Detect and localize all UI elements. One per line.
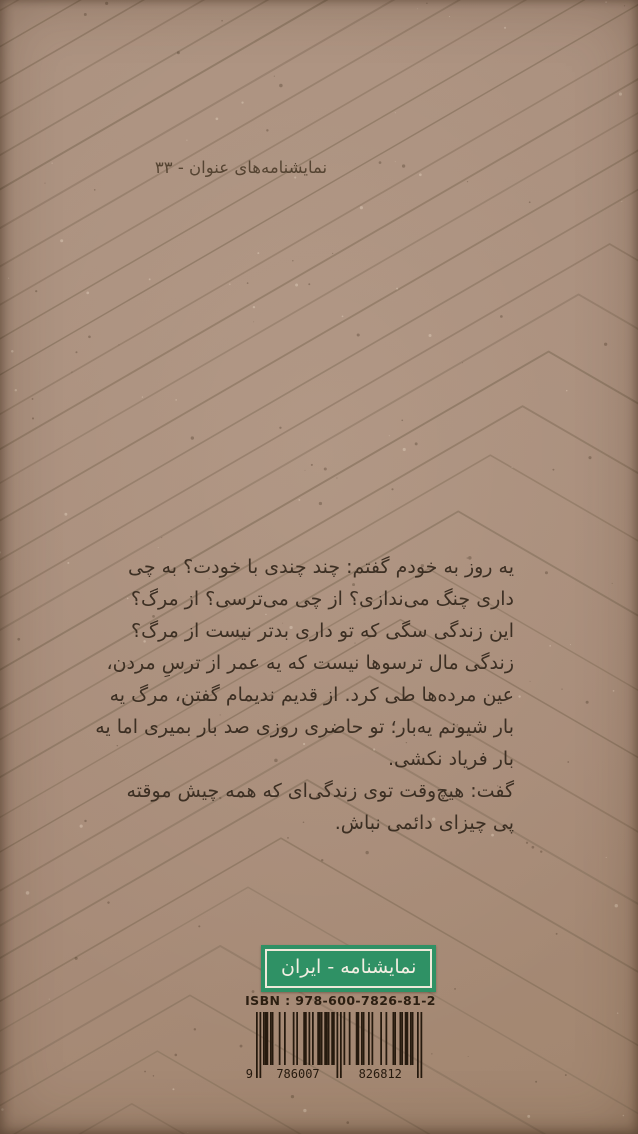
back-cover-blurb (95, 551, 514, 839)
paper-speckle (60, 239, 63, 242)
barcode-bar (293, 1012, 295, 1065)
paper-speckle (527, 1115, 530, 1118)
paper-speckle (357, 333, 360, 336)
paper-speckle (621, 201, 622, 202)
paper-speckle (449, 16, 450, 17)
paper-speckle (64, 513, 67, 516)
barcode-bar (331, 1012, 333, 1065)
barcode-bar (405, 1012, 407, 1065)
paper-speckle (1, 1108, 4, 1111)
paper-speckle (567, 761, 569, 763)
paper-speckle (15, 389, 17, 391)
paper-speckle (500, 315, 503, 318)
barcode-bar (267, 1012, 269, 1065)
paper-speckle (221, 20, 223, 22)
barcode-bar (296, 1012, 298, 1065)
paper-speckle (194, 1028, 196, 1030)
barcode-bar (333, 1012, 335, 1065)
barcode-bar (328, 1012, 330, 1065)
paper-speckle (365, 851, 368, 854)
paper-speckle (379, 161, 382, 164)
barcode-bar (260, 1012, 262, 1078)
paper-speckle (80, 825, 83, 828)
barcode-bar (394, 1012, 396, 1065)
barcode-bar (368, 1012, 370, 1065)
paper-speckle (468, 1056, 469, 1057)
paper-speckle (419, 173, 422, 176)
barcode-bar (317, 1012, 319, 1065)
barcode-bar (321, 1012, 323, 1065)
paper-speckle (586, 701, 589, 704)
paper-speckle (396, 288, 398, 290)
paper-speckle (210, 31, 211, 32)
paper-speckle (257, 252, 259, 254)
category-badge (261, 945, 436, 992)
paper-speckle (360, 206, 363, 209)
barcode-bar (284, 1012, 286, 1065)
paper-speckle (529, 201, 531, 203)
paper-speckle (342, 316, 344, 318)
blurb-line: عین مرده‌ها طی کرد. از قدیم ندیمام گفتن، مرگ یه (109, 684, 514, 706)
paper-speckle (84, 820, 86, 822)
paper-speckle (247, 282, 249, 284)
paper-speckle (401, 419, 403, 421)
paper-speckle (118, 344, 119, 345)
paper-speckle (52, 163, 53, 164)
paper-speckle (556, 933, 558, 935)
blurb-line: این زندگی سگی که تو داری بدتر نیست از مرگ؟ (131, 620, 514, 642)
paper-speckle (291, 1095, 294, 1098)
paper-speckle (35, 290, 37, 292)
paper-speckle (44, 183, 45, 184)
blurb-line: پی چیزای دائمی نباش. (334, 812, 514, 834)
paper-speckle (426, 3, 427, 4)
barcode-bar (358, 1012, 360, 1065)
paper-speckle (32, 417, 34, 419)
paper-speckle (535, 1081, 537, 1083)
paper-speckle (336, 477, 337, 478)
paper-speckle (84, 13, 87, 16)
paper-speckle (588, 456, 591, 459)
paper-speckle (615, 904, 618, 907)
isbn-text: ISBN : 978-600-7826-81-2 (245, 993, 436, 1008)
paper-speckle (295, 284, 298, 287)
barcode-bar (305, 1012, 307, 1065)
paper-speckle (395, 112, 396, 113)
barcode-bar (363, 1012, 365, 1065)
paper-speckle (402, 164, 405, 167)
barcode-bar (312, 1012, 314, 1065)
paper-speckle (346, 1121, 349, 1124)
barcode-bar (372, 1012, 374, 1065)
paper-speckle (403, 448, 406, 451)
paper-speckle (253, 321, 254, 322)
paper-speckle (462, 362, 463, 363)
paper-speckle (321, 859, 323, 861)
paper-speckle (540, 850, 542, 852)
paper-speckle (158, 547, 159, 548)
series-label: نمایشنامه‌های عنوان - ۳۳ (154, 158, 328, 177)
paper-speckle (107, 901, 109, 903)
blurb-line: یه روز به خودم گفتم: چند چندی با خودت؟ به چی (128, 556, 514, 578)
paper-speckle (17, 638, 20, 641)
paper-speckle (75, 957, 78, 960)
paper-speckle (612, 583, 613, 584)
barcode-bar (324, 1012, 326, 1065)
category-badge-label: نمایشنامه - ایران (265, 949, 432, 988)
barcode-bar (326, 1012, 328, 1065)
paper-speckle (389, 435, 390, 436)
paper-speckle (570, 644, 571, 645)
paper-speckle (71, 372, 72, 373)
barcode-bar (340, 1012, 342, 1078)
barcode-bar (421, 1012, 423, 1078)
paper-speckle (303, 1109, 306, 1112)
barcode-bar (272, 1012, 274, 1065)
paper-speckle (504, 27, 506, 29)
paper-speckle (175, 399, 177, 401)
barcode-bar (265, 1012, 267, 1065)
paper-speckle (94, 189, 96, 191)
paper-speckle (8, 278, 9, 279)
barcode-bar (337, 1012, 339, 1078)
barcode-bar (407, 1012, 409, 1065)
blurb-line: بار فریاد نکشی. (387, 748, 514, 770)
paper-speckle (186, 140, 187, 141)
paper-speckle (311, 464, 313, 466)
barcode-digits: 786007 (276, 1067, 320, 1081)
barcode-bar (303, 1012, 305, 1065)
pattern-chevron-line (0, 887, 638, 1134)
barcode-bar (256, 1012, 258, 1078)
paper-speckle (274, 76, 275, 77)
paper-speckle (187, 1132, 188, 1133)
paper-speckle (518, 695, 520, 697)
blurb-line: داری چنگ می‌ندازی؟ از چی می‌ترسی؟ از مرگ؟ (130, 588, 514, 610)
paper-speckle (561, 688, 562, 689)
paper-speckle (624, 5, 625, 6)
barcode-bar (417, 1012, 419, 1078)
paper-speckle (149, 278, 151, 280)
paper-speckle (467, 181, 468, 182)
barcode-bar (270, 1012, 272, 1065)
paper-speckle (526, 842, 528, 844)
paper-speckle (308, 283, 310, 285)
paper-speckle (566, 390, 568, 392)
paper-speckle (292, 260, 293, 261)
barcode-bar (356, 1012, 358, 1065)
paper-speckle (177, 51, 180, 54)
barcode-bar (263, 1012, 265, 1065)
paper-speckle (623, 1115, 625, 1117)
paper-speckle (391, 488, 393, 490)
paper-speckle (429, 334, 432, 337)
barcode-bar (279, 1012, 281, 1065)
paper-speckle (161, 537, 162, 538)
blurb-line: زندگی مال ترسوها نیست که یه عمر از ترسِ مردن، (106, 652, 514, 674)
paper-speckle (49, 999, 50, 1000)
paper-speckle (532, 846, 535, 849)
paper-speckle (32, 398, 34, 400)
paper-speckle (240, 1045, 243, 1048)
paper-speckle (75, 351, 77, 353)
paper-speckle (198, 925, 200, 927)
barcode-bar (319, 1012, 321, 1065)
ean13-barcode (246, 1012, 432, 1088)
paper-speckle (229, 283, 230, 284)
paper-speckle (88, 336, 91, 339)
barcode-bar (412, 1012, 414, 1065)
paper-speckle (565, 1074, 567, 1076)
paper-speckle (105, 2, 108, 5)
paper-speckle (279, 84, 283, 88)
blurb-line: گفت: هیچ‌وقت توی زندگی‌ای که همه چیش موقته (126, 780, 514, 802)
paper-speckle (174, 1054, 177, 1057)
paper-speckle (324, 467, 327, 470)
barcode-bar (361, 1012, 363, 1065)
barcode-bar (309, 1012, 311, 1065)
paper-speckle (191, 436, 194, 439)
paper-speckle (144, 1071, 146, 1073)
barcode-bar (386, 1012, 388, 1065)
paper-speckle (142, 396, 143, 397)
paper-speckle (512, 467, 513, 468)
paper-speckle (619, 93, 622, 96)
pattern-chevron-line (0, 0, 638, 407)
paper-speckle (319, 502, 322, 505)
paper-speckle (26, 891, 30, 895)
paper-speckle (395, 161, 396, 162)
pattern-chevron-line (0, 0, 638, 515)
paper-speckle (454, 988, 456, 990)
paper-speckle (153, 1075, 154, 1076)
barcode-digits: 826812 (358, 1067, 402, 1081)
barcode-bar (393, 1012, 395, 1065)
pattern-chevron-line (0, 1104, 638, 1134)
paper-speckle (279, 427, 281, 429)
paper-speckle (305, 470, 306, 471)
paper-speckle (605, 1, 607, 3)
paper-speckle (241, 101, 243, 103)
paper-speckle (415, 442, 418, 445)
paper-speckle (86, 292, 89, 295)
paper-speckle (266, 129, 268, 131)
paper-speckle (613, 690, 615, 692)
pattern-chevron-line (0, 0, 638, 355)
paper-speckle (253, 306, 255, 308)
barcode-digits: 9 (246, 1067, 253, 1081)
paper-speckle (530, 681, 531, 682)
paper-speckle (216, 117, 219, 120)
barcode-bar (380, 1012, 382, 1065)
paper-speckle (604, 343, 607, 346)
paper-speckle (0, 551, 1, 553)
barcode-bar (410, 1012, 412, 1065)
barcode-bar (400, 1012, 402, 1065)
barcode-bar (349, 1012, 351, 1065)
pattern-chevron-line (0, 0, 638, 302)
blurb-line: بار شیونم یه‌بار؛ تو حاضری روزی صد بار بمیری اما یه (95, 716, 514, 738)
barcode-bar (344, 1012, 346, 1065)
paper-speckle (545, 571, 548, 574)
paper-speckle (617, 1012, 618, 1013)
paper-speckle (549, 645, 551, 647)
paper-speckle (298, 499, 300, 501)
paper-speckle (332, 253, 333, 254)
paper-speckle (417, 8, 418, 9)
paper-speckle (552, 469, 554, 471)
paper-speckle (172, 1088, 174, 1090)
paper-speckle (606, 857, 607, 858)
paper-speckle (67, 562, 69, 564)
barcode-bar (401, 1012, 403, 1065)
paper-speckle (11, 350, 14, 353)
